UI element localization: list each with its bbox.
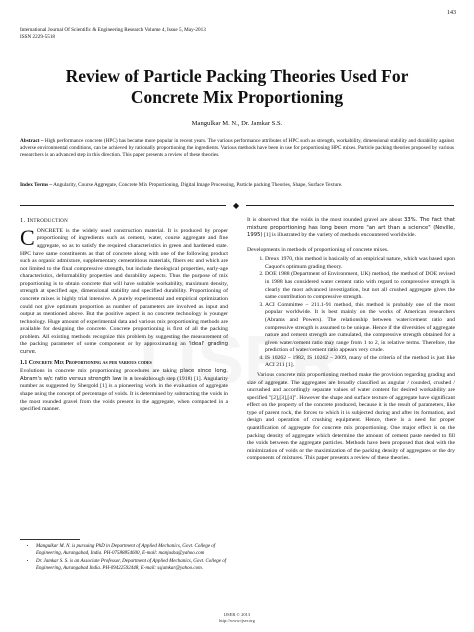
right-column [247,217,455,463]
section-separator [20,202,454,210]
page-footer [0,612,474,624]
introduction-text: ONCRETE is the widely used construction material. It is produced by proper proportioning of ingredients such as cement, water, course aggregate and fine aggregate, so as to satisfy the required characteristics in green and hardened state. HPC have same constituents as that of concrete along with one of the following product such as organic admixture, supplementary cementitious materials, fibers etc and which are not limited to the final compressive strength, but include theological properties, early-age characteristics, deformability properties and durability aspects. Thus the purpose of mix proportioning is to obtain concrete that will have suitable workability, maximum density, strength at specified age, dimensional stability and specified durability. Proportioning of concrete mixes is highly trial intensive. A purely experimental and empirical optimization could not give optimum proportion as number of parameters are involved as input and output as mentioned above. But the positive aspect is no concrete technology is younger technology. Huge amount of experimental data and various mix proportioning methods are available for designing the concrete. Concrete proportioning is first of all the packing problem. All existing methods recognize this problem by suggesting the measurement of the packing parameter of some component or by approximating an [20,227,228,348]
footnote-item: • Dr. Jamkar S. S. is an Associate Professor, Department of Applied Mechanics, Govt. College of Engineering, Aurangabad India. PH-09422592448, E-mail: ssjamkar@yahoo.com. [36,559,228,572]
abstract [20,138,454,159]
index-terms-label: Index Terms – [20,182,53,188]
codes-text-highlight: place since long. Abram's w/c ratio versus strength law is a [20,368,228,382]
separator-line-right [246,205,454,206]
footnote-item: • Mangulkar M. N. is pursuing PhD in Department of Applied Mechanics, Govt. College of Engineering, Aurangabad, India. PH-07588854600, E-mail: manjusha@yahoo.com [36,544,228,557]
voids-text-a: It is observed that the voids in the most rounded gravel are about [247,217,404,223]
abstract-text: High performance concrete (HPC) has became more popular in recent years. The various performance attributes of HPC such as strength, workability, dimensional stability and durability against adverse environmental conditions, can be achieved by rationally proportioning the ingredients. Various methods have been in use for proportioning HPC mixes. Particle packing theories proposed by various researchers is an advanced step in this direction. This paper presents a review of these theories. [20,138,454,158]
page-number: 143 [447,10,456,16]
copyright-text: IJSER © 2013 [223,612,251,617]
method-item: 4. IS 10262 – 1982, IS 10262 – 2009, many of the criteria of the method is just like ACI 211 [1]. [265,355,455,370]
introduction-paragraph [20,224,228,357]
journal-header [20,27,206,40]
voids-text-b: [1] is illustrated by the variety of methods encountered worldwide. [262,232,416,239]
voids-paragraph [247,217,455,240]
author-footnotes [20,539,228,574]
paper-title-line2: Concrete Mix Proportioning [130,87,344,108]
index-terms-text: Angularity, Course Aggregate, Concrete Mix Proportioning, Digital Image Processing, Particle packing Theories, Shape, Surface Texture. [52,182,343,188]
abstract-label: Abstract – [20,138,44,144]
separator-line-left [20,205,226,206]
footer-url[interactable]: http://www.ijser.org [219,617,255,623]
methods-list [247,256,455,370]
paper-title [0,66,474,109]
closing-paragraph: Various concrete mix proportioning method make the provision regarding grading and size of aggregate. The aggregates are broadly classified as angular / rounded, crushed / uncrushed and accordingly separate values of water content for desired workability are specified "[2],[3],[4]". However the shape and surface texture of aggregate have significant effect on the property of the concrete produced, because it is the result of parameters, like type of parent rock, the forces to which it is subjected during and after its formation, and design and operation of crushing equipment. Hence, there is a need for proper quantification of aggregate for concrete mix proportioning. One major effect is on the packing density of aggregate which determine the amount of cement paste needed to fill the voids between the aggregate particles. Methods have been proposed that deal with the minimization of voids or the maximization of the packing density of aggregates or the dry components of mixtures. This paper presents a review of these theories. [247,371,455,462]
drop-cap: C [20,224,35,250]
subsection-heading-codes: 1.1 Concrete Mix Proportioning as per various codes [20,359,152,366]
footnote-list [20,544,228,572]
left-column [20,217,228,414]
method-item: 2. DOE 1988 (Department of Environment, UK) method, the method of DOE revised in 1988 has considered water cement ratio with regard to compressive strength is clearly the most advanced investigation, but not all crushed aggregate gives the same contribution to compressive strength. [265,271,455,301]
method-item: 1. Dreux 1970, this method is basically of an empirical nature, which was based upon Caquot's optimum grading theory. [265,256,455,271]
paper-title-line1: Review of Particle Packing Theories Used For [65,66,409,86]
ideal-grading-phrase: 'ideal' grading curve. [20,341,228,356]
developments-heading: Developments in methods of proportioning of concrete mixes. [247,246,389,253]
journal-issn: ISSN 2229-5518 [20,33,56,40]
index-terms [20,182,454,189]
codes-paragraph [20,368,228,413]
method-item: 3. ACI Committee – 211.1-91 method, this method is probably one of the most popular worldwide. It is best mainly on the works of American researchers (Abrams and Powers). The relationship between water/cement ratio and compressive strength is assumed to be unique. Hence if the diversities of aggregate nature and cement strength are cumulated, the compressive strength obtained for a given water/cement ratio may range from 1 to 2, in relative terms. Therefore, the prediction of water/cement ratio appears very crude. [265,302,455,355]
separator-diamond-icon: ◆ [233,201,240,210]
codes-text-a: Evolutions in concrete mix proportioning procedures are taking [20,368,180,375]
footnote-rule [20,539,80,540]
journal-name: International Journal Of Scientific & Engineering Research Volume 4, Issue 5, May-2013 [20,27,206,33]
section-heading-introduction: 1. Introduction [20,217,68,224]
voids-text-highlight: 33%. The fact that mixture proportioning has long been more "an art than a science" (Neville, 1995) [247,217,455,239]
codes-text-b: breakthrough step (1918) [1]. Angularity number as suggested by Shergold [1] is a pioneering work in the evaluation of aggregate shape using the concept of percentage of voids. It is determined by subtracting the voids in the most rounded gravel from the voids present in the aggregate, when compacted in a specified manner. [20,375,228,413]
paper-authors: Mangulkar M. N., Dr. Jamkar S.S. [191,120,283,127]
